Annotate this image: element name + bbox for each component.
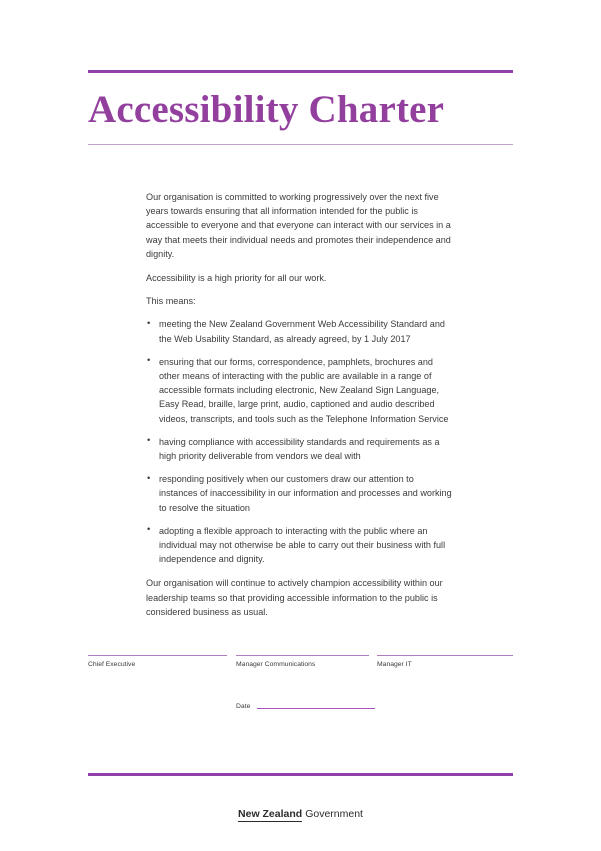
header-top-rule xyxy=(88,70,513,73)
signature-line[interactable] xyxy=(377,655,513,656)
logo-secondary-text: Government xyxy=(305,808,363,820)
signature-label: Chief Executive xyxy=(88,661,136,668)
document-body xyxy=(146,190,452,629)
date-label: Date xyxy=(236,703,251,710)
list-lead-in: This means: xyxy=(146,296,196,307)
date-field[interactable] xyxy=(236,702,375,711)
list-item: • responding positively when our customers draw our attention to instances of inaccessibility in our information and processes and working to resolve the situation xyxy=(146,472,452,515)
nz-government-logo xyxy=(0,808,601,820)
list-item: • having compliance with accessibility standards and requirements as a high priority deliverable from vendors we deal with xyxy=(146,435,452,463)
page-title: Accessibility Charter xyxy=(88,88,445,131)
logo-primary-text: New Zealand xyxy=(238,808,303,820)
signature-line[interactable] xyxy=(236,655,369,656)
footer-rule xyxy=(88,773,513,776)
commitments-list xyxy=(146,317,452,566)
signature-label: Manager Communications xyxy=(236,661,316,668)
date-line[interactable] xyxy=(257,708,375,709)
list-item: • meeting the New Zealand Government Web Accessibility Standard and the Web Usability Standard, as already agreed, by 1 July 2017 xyxy=(146,317,452,345)
closing-paragraph: Our organisation will continue to actively champion accessibility within our leadership teams so that providing accessible information to the public is considered business as usual. xyxy=(146,578,443,617)
list-item: • adopting a flexible approach to interacting with the public where an individual may not otherwise be able to carry out their business with full independence and dignity. xyxy=(146,524,452,567)
signature-field-manager-it[interactable] xyxy=(377,655,513,668)
list-item: • ensuring that our forms, correspondence, pamphlets, brochures and other means of interacting with the public are available in a range of accessible formats including electronic, New Zealand Sign Language, Easy Read, braille, large print, audio, captioned and audio described videos, transcripts, and tools such as the Telephone Information Service xyxy=(146,355,452,426)
intro-paragraph: Our organisation is committed to working progressively over the next five years towards ensuring that all information intended for the public is accessible to everyone and that everyone can interact with our services in a way that meets their individual needs and promotes their independence and dignity. xyxy=(146,192,451,259)
signature-field-manager-communications[interactable] xyxy=(236,655,369,668)
priority-statement: Accessibility is a high priority for all our work. xyxy=(146,273,327,284)
header-bottom-rule xyxy=(88,144,513,145)
document-header xyxy=(88,70,513,145)
signature-line[interactable] xyxy=(88,655,227,656)
signature-block xyxy=(88,655,513,725)
signature-label: Manager IT xyxy=(377,661,412,668)
signature-field-chief-executive[interactable] xyxy=(88,655,227,668)
